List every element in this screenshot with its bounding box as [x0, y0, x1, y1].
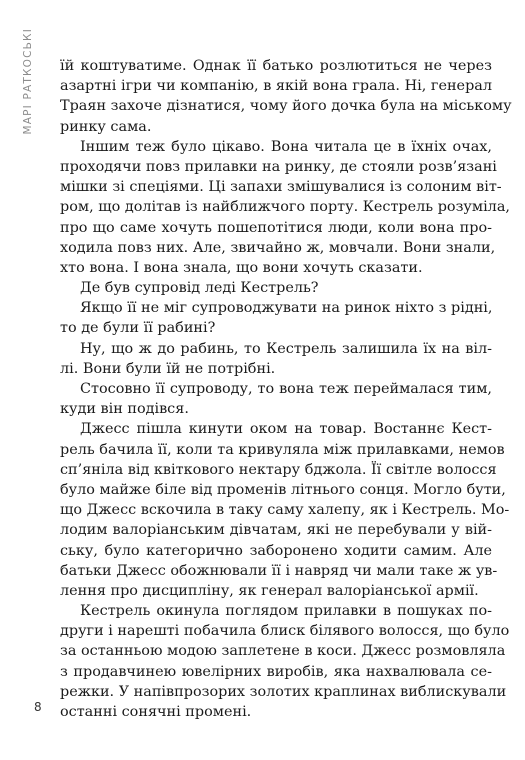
text-line: було майже біле від променів літнього сонця. Могло бути,: [60, 481, 506, 498]
text-line: Де був супровід леді Кестрель?: [80, 280, 319, 297]
text-line: лодим валоріанським дівчатам, які не перебували у вій-: [60, 522, 492, 539]
text-line: то де були її рабині?: [60, 320, 216, 337]
text-line: батьки Джесс обожнювали її і навряд чи мали таке ж ув-: [60, 562, 498, 579]
text-line: лі. Вони були їй не потрібні.: [60, 360, 276, 377]
text-line: за останньою модою заплетене в коси. Джесс розмовляла: [60, 643, 506, 660]
running-head: МАРІ РАТКОСЬКІ: [22, 28, 34, 135]
page-number: 8: [34, 700, 42, 714]
text-line: останні сонячні промені.: [60, 704, 252, 720]
text-line: ську, було категорично заборонено ходити самим. Але: [60, 542, 492, 559]
text-line: Стосовно її супроводу, то вона теж переймалася тим,: [80, 381, 492, 397]
text-line: рель бачила її, коли та кривуляла між прилавками, немов: [60, 441, 505, 458]
text-line: з продавчинею ювелірних виробів, яка нахвалювала се-: [60, 663, 492, 680]
text-line: ром, що долітав із найближчого порту. Кестрель розуміла,: [60, 199, 510, 216]
text-line: ходила повз них. Але, звичайно ж, мовчали. Вони знали,: [60, 239, 496, 256]
text-line: други і нарешті побачила блиск білявого волосся, що було: [60, 623, 510, 640]
text-line: Якщо її не міг супроводжувати на ринок ніхто з рідні,: [80, 300, 493, 317]
text-line: проходячи повз прилавки на ринку, де стояли розв’язані: [60, 158, 497, 175]
text-line: азартні ігри чи компанію, в якій вона грала. Ні, генерал: [60, 78, 492, 95]
text-line: їй коштуватиме. Однак її батько розлютиться не через: [60, 58, 492, 74]
text-line: про що саме хочуть пошепотітися люди, коли вона про-: [60, 219, 492, 236]
text-line: Іншим теж було цікаво. Вона читала це в їхніх очах,: [80, 138, 492, 155]
text-line: лення про дисципліну, як генерал валоріанської армії.: [60, 582, 479, 599]
text-line: Кестрель окинула поглядом прилавки в пошуках по-: [80, 603, 492, 620]
text-line: режки. У напівпрозорих золотих краплинах виблискували: [60, 683, 507, 700]
text-line: що Джесс вскочила в таку саму халепу, як і Кестрель. Мо-: [60, 502, 510, 519]
text-line: Джесс пішла кинути оком на товар. Востаннє Кест-: [80, 421, 492, 438]
text-line: хто вона. І вона знала, що вони хочуть сказати.: [60, 259, 423, 276]
text-line: сп’яніла від квіткового нектару бджола. Її світле волосся: [60, 461, 497, 478]
text-line: Траян захоче дізнатися, чому його дочка була на міському: [60, 98, 512, 115]
text-line: мішки зі спеціями. Ці запахи змішувалися із солоним віт-: [60, 179, 502, 196]
text-line: Ну, що ж до рабинь, то Кестрель залишила їх на віл-: [80, 340, 492, 357]
text-line: ринку сама.: [60, 118, 152, 135]
body-text: [60, 56, 512, 722]
text-line: куди він подівся.: [60, 401, 189, 418]
